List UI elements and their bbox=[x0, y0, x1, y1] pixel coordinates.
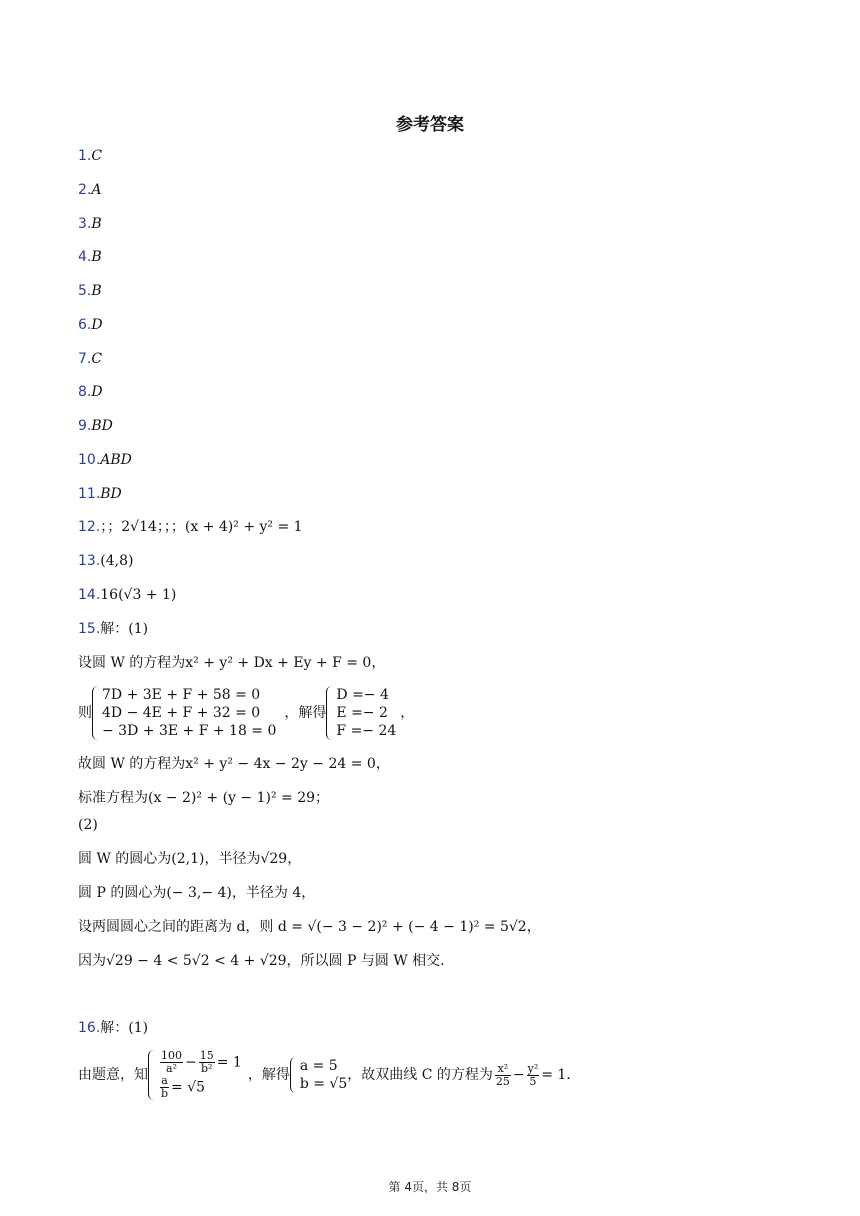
equation-system-2 bbox=[290, 1057, 347, 1093]
answer-choice: C bbox=[91, 351, 103, 367]
fraction: $\frac{100}{\text{a²}}$ bbox=[161, 1049, 182, 1075]
page-footer: 第 4页，共 8页 bbox=[388, 1180, 472, 1194]
equation: $\frac{100}{\text{a²}}$ − $\frac{15}{\text{b²}}$ = 1 bbox=[161, 1049, 242, 1075]
answer-item bbox=[78, 180, 101, 200]
answer-choice: D bbox=[91, 317, 103, 333]
answer-choice: A bbox=[91, 182, 102, 198]
conclusion-text: ，故双曲线 C 的方程为 bbox=[347, 1067, 493, 1083]
question-number: 4. bbox=[78, 249, 92, 265]
answer-item bbox=[78, 247, 102, 267]
answer-16-head bbox=[78, 1018, 148, 1038]
left-brace bbox=[326, 686, 335, 740]
question-number: 7. bbox=[78, 351, 92, 367]
answer-item bbox=[78, 315, 103, 335]
solution-line: 因为√29 − 4 < 5√2 < 4 + √29，所以圆 P 与圆 W 相交. bbox=[78, 953, 445, 969]
answer-item bbox=[78, 484, 122, 504]
question-number: 11. bbox=[78, 486, 101, 502]
question-number: 2. bbox=[78, 182, 92, 198]
system-prefix: 则 bbox=[78, 705, 92, 721]
system-mid: ，解得 bbox=[247, 1067, 290, 1083]
equation-system-line bbox=[78, 686, 414, 740]
answer-text: ；；2√14；；；(x + 4)² + y² = 1 bbox=[100, 519, 303, 535]
answer-text: 16(√3 + 1) bbox=[100, 587, 177, 603]
equation: E =− 2 bbox=[336, 705, 388, 721]
fraction: $\frac{\text{x²}}{25}$ bbox=[495, 1061, 510, 1088]
answer-item bbox=[78, 416, 113, 436]
question-number: 3. bbox=[78, 216, 92, 232]
equation-system-1 bbox=[92, 686, 276, 740]
solution-line: 标准方程为(x − 2)² + (y − 1)² = 29； bbox=[78, 790, 330, 806]
left-brace bbox=[148, 1050, 157, 1100]
question-number: 15. bbox=[78, 621, 101, 637]
answer-choice: B bbox=[91, 216, 102, 232]
fraction: $\frac{a}{b}$ bbox=[161, 1074, 169, 1100]
answer-choice: D bbox=[91, 384, 103, 400]
answer-item bbox=[78, 214, 102, 234]
left-brace bbox=[92, 686, 101, 740]
question-number: 5. bbox=[78, 283, 92, 299]
solution-line: 故圆 W 的方程为x² + y² − 4x − 2y − 24 = 0， bbox=[78, 756, 390, 772]
solution-line: 设圆 W 的方程为x² + y² + Dx + Ey + F = 0， bbox=[78, 655, 386, 671]
system-end: ， bbox=[400, 705, 415, 721]
answer-item bbox=[78, 281, 102, 301]
solution-head: 解：(1) bbox=[100, 621, 149, 637]
answer-choice: ABD bbox=[100, 452, 132, 468]
solution-line: 圆 W 的圆心为(2,1)，半径为√29， bbox=[78, 851, 302, 867]
question-number: 12. bbox=[78, 519, 101, 535]
answer-item bbox=[78, 382, 103, 402]
answer-item bbox=[78, 146, 102, 166]
question-number: 8. bbox=[78, 384, 92, 400]
equation: b = √5 bbox=[299, 1076, 348, 1092]
answer-choice: BD bbox=[91, 418, 113, 434]
fraction: $\frac{\text{y²}}{5}$ bbox=[527, 1061, 539, 1088]
answer-choice: B bbox=[91, 249, 102, 265]
question-number: 1. bbox=[78, 148, 92, 164]
system-prefix: 由题意，知 bbox=[78, 1067, 148, 1083]
equation: 7D + 3E + F + 58 = 0 bbox=[102, 687, 261, 703]
equation-system-line: 由题意，知 $\frac{100}{\text{a²}}$ − $\frac{15}{\text{b²}}$ = 1 $\frac{a}{b}$ = √5 ，解得 a = 5 b = √5 ，故双曲线 C 的方程为 $\frac{\text{x²}}{25}$ − $\frac{\text{y²}}{5}$ = 1． bbox=[78, 1049, 581, 1100]
fraction: $\frac{15}{\text{b²}}$ bbox=[199, 1049, 214, 1075]
question-number: 9. bbox=[78, 418, 92, 434]
equation: a = 5 bbox=[299, 1058, 338, 1074]
answer-13 bbox=[78, 551, 133, 571]
solution-line: 设两圆圆心之间的距离为 d，则 d = √(− 3 − 2)² + (− 4 − 1)² = 5√2， bbox=[78, 919, 541, 935]
answer-choice: B bbox=[91, 283, 102, 299]
left-brace bbox=[290, 1057, 299, 1093]
solution-line: 圆 P 的圆心为(− 3,− 4)，半径为 4， bbox=[78, 885, 316, 901]
question-number: 16. bbox=[78, 1020, 101, 1036]
equation: 4D − 4E + F + 32 = 0 bbox=[102, 705, 261, 721]
equation: D =− 4 bbox=[336, 687, 389, 703]
answer-choice: BD bbox=[100, 486, 122, 502]
answer-15-head bbox=[78, 619, 148, 639]
solution-head: 解：(1) bbox=[100, 1020, 149, 1036]
question-number: 14. bbox=[78, 587, 101, 603]
equation: $\frac{a}{b}$ = √5 bbox=[161, 1074, 206, 1100]
equation: − 3D + 3E + F + 18 = 0 bbox=[102, 723, 277, 739]
equation-system-2 bbox=[326, 686, 396, 740]
equation-system-1 bbox=[148, 1050, 242, 1100]
page-title: 参考答案 bbox=[396, 115, 464, 135]
question-number: 6. bbox=[78, 317, 92, 333]
answer-14 bbox=[78, 585, 176, 605]
answer-text: (4,8) bbox=[100, 553, 134, 569]
answer-item bbox=[78, 450, 132, 470]
solution-part-label: (2) bbox=[78, 817, 98, 833]
system-mid: ，解得 bbox=[284, 705, 327, 721]
question-number: 13. bbox=[78, 553, 101, 569]
answer-choice: C bbox=[91, 148, 103, 164]
answer-item bbox=[78, 349, 102, 369]
answer-12 bbox=[78, 517, 303, 537]
equation: F =− 24 bbox=[336, 723, 397, 739]
question-number: 10. bbox=[78, 452, 101, 468]
